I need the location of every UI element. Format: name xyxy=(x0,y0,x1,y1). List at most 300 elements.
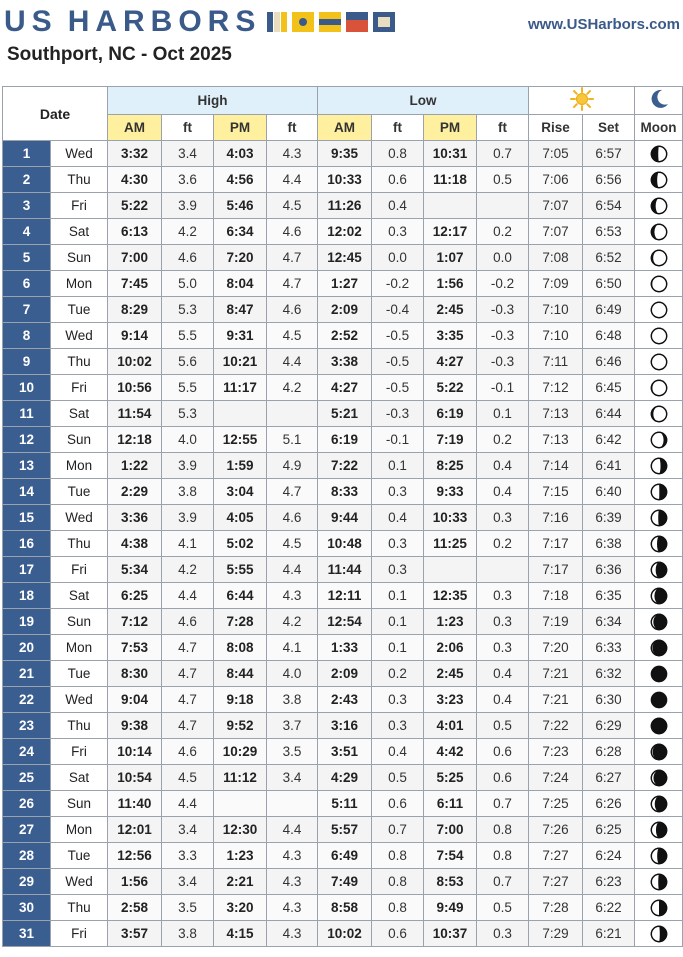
moon-phase-icon xyxy=(650,691,668,709)
moon-phase-icon xyxy=(650,353,668,371)
high-pm-time: 11:12 xyxy=(214,765,267,791)
flag-3 xyxy=(319,12,341,19)
moon-phase-icon xyxy=(650,587,668,605)
high-am-time: 10:56 xyxy=(108,375,162,401)
high-pm-time: 5:46 xyxy=(214,193,267,219)
low-pm-time: 2:45 xyxy=(424,297,477,323)
moon-phase-icon xyxy=(650,535,668,553)
high-pm-time: 3:04 xyxy=(214,479,267,505)
low-pm-time: 7:00 xyxy=(424,817,477,843)
low-am-time: 10:33 xyxy=(318,167,372,193)
table-row xyxy=(3,427,683,453)
weekday: Mon xyxy=(51,271,108,297)
table-row xyxy=(3,531,683,557)
table-row xyxy=(3,635,683,661)
high-pm-time xyxy=(214,401,267,427)
weekday: Fri xyxy=(51,921,108,947)
table-row xyxy=(3,193,683,219)
low-am-height: 0.1 xyxy=(372,609,424,635)
high-pm-height: 4.3 xyxy=(267,843,318,869)
moon-phase xyxy=(635,193,683,219)
high-am-time: 7:45 xyxy=(108,271,162,297)
moon-phase xyxy=(635,765,683,791)
high-pm-time: 9:52 xyxy=(214,713,267,739)
high-am-time: 2:58 xyxy=(108,895,162,921)
low-pm-height: 0.5 xyxy=(477,713,529,739)
weekday: Thu xyxy=(51,349,108,375)
high-am-height: 4.4 xyxy=(162,791,214,817)
header-row-groups xyxy=(3,87,683,115)
high-pm-height: 4.1 xyxy=(267,635,318,661)
table-row xyxy=(3,349,683,375)
day-number: 26 xyxy=(3,791,51,817)
sunrise-time: 7:15 xyxy=(529,479,583,505)
sunset-time: 6:29 xyxy=(583,713,635,739)
low-am-height: 0.4 xyxy=(372,193,424,219)
moon-phase xyxy=(635,609,683,635)
sunset-time: 6:25 xyxy=(583,817,635,843)
weekday: Fri xyxy=(51,375,108,401)
sunset-time: 6:36 xyxy=(583,557,635,583)
high-pm-time: 10:21 xyxy=(214,349,267,375)
high-am-height: 3.8 xyxy=(162,921,214,947)
low-am-height: 0.3 xyxy=(372,687,424,713)
weekday: Sat xyxy=(51,765,108,791)
high-pm-height: 4.3 xyxy=(267,583,318,609)
low-pm-height: -0.3 xyxy=(477,349,529,375)
sunset-time: 6:53 xyxy=(583,219,635,245)
high-pm-height: 4.4 xyxy=(267,167,318,193)
low-am-time: 8:58 xyxy=(318,895,372,921)
low-pm-header: PM xyxy=(424,115,477,141)
table-row xyxy=(3,609,683,635)
low-am-time: 10:48 xyxy=(318,531,372,557)
high-pm-height: 4.4 xyxy=(267,349,318,375)
high-pm-height: 4.6 xyxy=(267,505,318,531)
table-row xyxy=(3,453,683,479)
high-am-time: 9:14 xyxy=(108,323,162,349)
high-pm-time: 8:47 xyxy=(214,297,267,323)
sunset-time: 6:46 xyxy=(583,349,635,375)
moon-phase-icon xyxy=(650,795,668,813)
high-pm-time: 6:34 xyxy=(214,219,267,245)
table-row xyxy=(3,869,683,895)
low-am-time: 11:26 xyxy=(318,193,372,219)
high-am-height: 4.7 xyxy=(162,713,214,739)
high-am-height: 4.7 xyxy=(162,687,214,713)
day-number: 19 xyxy=(3,609,51,635)
low-pm-height: -0.3 xyxy=(477,323,529,349)
page-header xyxy=(0,0,683,86)
day-number: 31 xyxy=(3,921,51,947)
sunset-time: 6:57 xyxy=(583,141,635,167)
high-pm-time: 7:20 xyxy=(214,245,267,271)
day-number: 20 xyxy=(3,635,51,661)
flag-2-dot xyxy=(299,18,307,26)
high-pm-height: 4.2 xyxy=(267,609,318,635)
low-am-time: 2:43 xyxy=(318,687,372,713)
moon-phase-icon xyxy=(650,431,668,449)
table-row xyxy=(3,739,683,765)
moon-phase xyxy=(635,531,683,557)
sunset-time: 6:21 xyxy=(583,921,635,947)
sunset-time: 6:38 xyxy=(583,531,635,557)
moon-phase-icon xyxy=(650,249,668,267)
high-am-time: 3:57 xyxy=(108,921,162,947)
high-pm-time: 4:56 xyxy=(214,167,267,193)
flag-5b xyxy=(378,17,390,27)
high-pm-height: 4.4 xyxy=(267,557,318,583)
weekday: Mon xyxy=(51,635,108,661)
high-am-header: AM xyxy=(108,115,162,141)
high-pm-time: 8:08 xyxy=(214,635,267,661)
moon-phase-icon xyxy=(650,301,668,319)
weekday: Fri xyxy=(51,193,108,219)
low-pm-time: 8:25 xyxy=(424,453,477,479)
high-am-ft-header: ft xyxy=(162,115,214,141)
low-pm-height xyxy=(477,193,529,219)
high-am-time: 12:18 xyxy=(108,427,162,453)
low-am-height: 0.3 xyxy=(372,557,424,583)
low-pm-height: 0.2 xyxy=(477,427,529,453)
sunrise-time: 7:16 xyxy=(529,505,583,531)
low-am-time: 12:54 xyxy=(318,609,372,635)
low-pm-height: -0.1 xyxy=(477,375,529,401)
weekday: Fri xyxy=(51,557,108,583)
high-am-time: 10:54 xyxy=(108,765,162,791)
high-pm-height: 3.7 xyxy=(267,713,318,739)
low-am-time: 9:44 xyxy=(318,505,372,531)
sunset-time: 6:28 xyxy=(583,739,635,765)
low-am-height: 0.3 xyxy=(372,713,424,739)
moon-phase-icon xyxy=(650,379,668,397)
table-row xyxy=(3,141,683,167)
low-pm-time xyxy=(424,193,477,219)
sunrise-time: 7:10 xyxy=(529,297,583,323)
high-am-height: 5.3 xyxy=(162,401,214,427)
table-row xyxy=(3,843,683,869)
day-number: 4 xyxy=(3,219,51,245)
day-number: 18 xyxy=(3,583,51,609)
weekday: Fri xyxy=(51,739,108,765)
low-am-height: 0.8 xyxy=(372,895,424,921)
sunset-time: 6:32 xyxy=(583,661,635,687)
sunrise-time: 7:14 xyxy=(529,453,583,479)
high-pm-height: 3.5 xyxy=(267,739,318,765)
high-am-height: 4.0 xyxy=(162,427,214,453)
low-am-height: 0.1 xyxy=(372,583,424,609)
low-am-height: 0.6 xyxy=(372,921,424,947)
sunset-time: 6:35 xyxy=(583,583,635,609)
low-pm-height: 0.3 xyxy=(477,583,529,609)
sunset-time: 6:23 xyxy=(583,869,635,895)
low-am-time: 1:33 xyxy=(318,635,372,661)
low-am-time: 1:27 xyxy=(318,271,372,297)
low-pm-height: 0.6 xyxy=(477,765,529,791)
moon-phase-icon xyxy=(650,561,668,579)
sunrise-time: 7:17 xyxy=(529,531,583,557)
flag-1c xyxy=(281,12,287,32)
high-pm-height: 4.6 xyxy=(267,297,318,323)
low-am-height: 0.8 xyxy=(372,141,424,167)
day-number: 6 xyxy=(3,271,51,297)
high-am-height: 3.3 xyxy=(162,843,214,869)
low-pm-time: 1:56 xyxy=(424,271,477,297)
low-pm-height: 0.8 xyxy=(477,843,529,869)
high-am-height: 5.0 xyxy=(162,271,214,297)
low-pm-height: -0.3 xyxy=(477,297,529,323)
us-harbors-logo[interactable] xyxy=(4,4,407,40)
table-row xyxy=(3,297,683,323)
day-number: 17 xyxy=(3,557,51,583)
sunset-time: 6:39 xyxy=(583,505,635,531)
low-am-height: -0.1 xyxy=(372,427,424,453)
day-number: 30 xyxy=(3,895,51,921)
high-am-height: 4.2 xyxy=(162,557,214,583)
low-pm-height: 0.1 xyxy=(477,401,529,427)
low-am-time: 4:27 xyxy=(318,375,372,401)
high-pm-time xyxy=(214,791,267,817)
low-am-time: 5:57 xyxy=(318,817,372,843)
low-am-time: 7:49 xyxy=(318,869,372,895)
high-am-height: 4.1 xyxy=(162,531,214,557)
sunrise-time: 7:26 xyxy=(529,817,583,843)
website-link[interactable]: www.USHarbors.com xyxy=(528,16,680,33)
day-number: 9 xyxy=(3,349,51,375)
low-am-ft-header: ft xyxy=(372,115,424,141)
high-pm-height: 4.3 xyxy=(267,141,318,167)
moon-phase-icon xyxy=(650,665,668,683)
sunrise-time: 7:08 xyxy=(529,245,583,271)
table-row xyxy=(3,479,683,505)
low-pm-time: 9:33 xyxy=(424,479,477,505)
high-pm-time: 9:18 xyxy=(214,687,267,713)
low-am-height: -0.5 xyxy=(372,323,424,349)
low-pm-time: 3:35 xyxy=(424,323,477,349)
low-am-height: -0.3 xyxy=(372,401,424,427)
flag-3b xyxy=(319,19,341,25)
sunset-time: 6:54 xyxy=(583,193,635,219)
low-pm-height: 0.2 xyxy=(477,531,529,557)
low-am-height: 0.7 xyxy=(372,817,424,843)
sunrise-time: 7:24 xyxy=(529,765,583,791)
moon-phase xyxy=(635,141,683,167)
high-pm-time: 12:55 xyxy=(214,427,267,453)
high-am-height: 3.5 xyxy=(162,895,214,921)
weekday: Sun xyxy=(51,245,108,271)
low-am-time: 9:35 xyxy=(318,141,372,167)
high-pm-time: 7:28 xyxy=(214,609,267,635)
high-am-height: 3.6 xyxy=(162,167,214,193)
moon-phase-icon xyxy=(650,847,668,865)
table-row xyxy=(3,791,683,817)
low-pm-time: 1:23 xyxy=(424,609,477,635)
high-am-height: 4.6 xyxy=(162,609,214,635)
table-row xyxy=(3,271,683,297)
low-am-time: 2:52 xyxy=(318,323,372,349)
table-row xyxy=(3,245,683,271)
sunset-time: 6:56 xyxy=(583,167,635,193)
low-pm-time: 7:54 xyxy=(424,843,477,869)
weekday: Wed xyxy=(51,141,108,167)
day-number: 22 xyxy=(3,687,51,713)
table-row xyxy=(3,401,683,427)
moon-phase xyxy=(635,453,683,479)
moon-phase xyxy=(635,297,683,323)
high-am-height: 3.9 xyxy=(162,505,214,531)
high-pm-time: 1:59 xyxy=(214,453,267,479)
day-number: 8 xyxy=(3,323,51,349)
weekday: Sat xyxy=(51,219,108,245)
high-am-time: 8:30 xyxy=(108,661,162,687)
table-row xyxy=(3,687,683,713)
high-am-time: 9:04 xyxy=(108,687,162,713)
sunrise-time: 7:20 xyxy=(529,635,583,661)
moon-phase-icon xyxy=(650,405,668,423)
low-pm-time: 10:37 xyxy=(424,921,477,947)
table-row xyxy=(3,505,683,531)
low-pm-height: 0.3 xyxy=(477,609,529,635)
high-am-height: 4.7 xyxy=(162,661,214,687)
sunset-time: 6:22 xyxy=(583,895,635,921)
low-am-height: -0.5 xyxy=(372,375,424,401)
table-row xyxy=(3,375,683,401)
high-pm-time: 3:20 xyxy=(214,895,267,921)
high-am-time: 6:13 xyxy=(108,219,162,245)
sunset-time: 6:41 xyxy=(583,453,635,479)
sunrise-time: 7:22 xyxy=(529,713,583,739)
high-pm-time: 11:17 xyxy=(214,375,267,401)
high-pm-time: 8:44 xyxy=(214,661,267,687)
sunset-time: 6:33 xyxy=(583,635,635,661)
low-am-height: -0.2 xyxy=(372,271,424,297)
tide-table xyxy=(2,86,683,947)
day-number: 12 xyxy=(3,427,51,453)
high-pm-time: 2:21 xyxy=(214,869,267,895)
moon-phase-icon xyxy=(650,223,668,241)
table-row xyxy=(3,323,683,349)
high-am-time: 8:29 xyxy=(108,297,162,323)
sunrise-time: 7:18 xyxy=(529,583,583,609)
low-pm-time: 4:01 xyxy=(424,713,477,739)
low-am-time: 6:49 xyxy=(318,843,372,869)
low-pm-time: 2:45 xyxy=(424,661,477,687)
moon-phase-icon xyxy=(650,769,668,787)
day-number: 1 xyxy=(3,141,51,167)
weekday: Sun xyxy=(51,609,108,635)
moon-phase xyxy=(635,479,683,505)
low-am-height: -0.5 xyxy=(372,349,424,375)
low-am-height: 0.5 xyxy=(372,765,424,791)
high-am-time: 10:02 xyxy=(108,349,162,375)
high-pm-height: 4.2 xyxy=(267,375,318,401)
low-am-time: 3:38 xyxy=(318,349,372,375)
low-am-height: 0.1 xyxy=(372,635,424,661)
sunset-time: 6:45 xyxy=(583,375,635,401)
weekday: Mon xyxy=(51,817,108,843)
day-number: 21 xyxy=(3,661,51,687)
weekday: Thu xyxy=(51,531,108,557)
day-number: 23 xyxy=(3,713,51,739)
day-number: 2 xyxy=(3,167,51,193)
moon-phase xyxy=(635,895,683,921)
moon-phase-icon xyxy=(650,197,668,215)
weekday: Tue xyxy=(51,479,108,505)
moon-phase xyxy=(635,661,683,687)
sunset-time: 6:24 xyxy=(583,843,635,869)
high-am-time: 4:38 xyxy=(108,531,162,557)
weekday: Thu xyxy=(51,713,108,739)
high-pm-time: 4:03 xyxy=(214,141,267,167)
low-am-height: 0.6 xyxy=(372,167,424,193)
moon-phase xyxy=(635,843,683,869)
table-row xyxy=(3,895,683,921)
moon-phase xyxy=(635,635,683,661)
day-number: 15 xyxy=(3,505,51,531)
day-number: 24 xyxy=(3,739,51,765)
high-am-time: 3:32 xyxy=(108,141,162,167)
low-pm-height: 0.7 xyxy=(477,141,529,167)
high-am-time: 12:01 xyxy=(108,817,162,843)
high-pm-height: 4.7 xyxy=(267,479,318,505)
high-am-time: 11:40 xyxy=(108,791,162,817)
low-pm-height: 0.4 xyxy=(477,687,529,713)
low-am-time: 4:29 xyxy=(318,765,372,791)
weekday: Wed xyxy=(51,687,108,713)
low-am-time: 7:22 xyxy=(318,453,372,479)
low-pm-height: 0.3 xyxy=(477,505,529,531)
sunrise-header: Rise xyxy=(529,115,583,141)
sunset-time: 6:44 xyxy=(583,401,635,427)
high-pm-time: 8:04 xyxy=(214,271,267,297)
weekday: Sat xyxy=(51,583,108,609)
day-number: 29 xyxy=(3,869,51,895)
table-row xyxy=(3,557,683,583)
moon-phase-icon xyxy=(650,925,668,943)
day-number: 16 xyxy=(3,531,51,557)
low-am-height: -0.4 xyxy=(372,297,424,323)
low-am-time: 2:09 xyxy=(318,661,372,687)
high-pm-height: 4.7 xyxy=(267,271,318,297)
moon-phase xyxy=(635,817,683,843)
page-title: Southport, NC - Oct 2025 xyxy=(7,44,232,65)
table-row xyxy=(3,817,683,843)
high-pm-height: 3.4 xyxy=(267,765,318,791)
sunrise-time: 7:13 xyxy=(529,401,583,427)
sunset-time: 6:26 xyxy=(583,791,635,817)
high-am-height: 3.4 xyxy=(162,817,214,843)
weekday: Sat xyxy=(51,401,108,427)
moon-phase xyxy=(635,583,683,609)
low-pm-height: 0.8 xyxy=(477,817,529,843)
low-pm-time: 10:33 xyxy=(424,505,477,531)
moon-phase xyxy=(635,687,683,713)
low-pm-height: 0.4 xyxy=(477,661,529,687)
high-pm-time: 4:15 xyxy=(214,921,267,947)
weekday: Wed xyxy=(51,505,108,531)
low-am-height: 0.2 xyxy=(372,661,424,687)
high-pm-height: 4.9 xyxy=(267,453,318,479)
high-pm-ft-header: ft xyxy=(267,115,318,141)
low-pm-time: 10:31 xyxy=(424,141,477,167)
sunrise-time: 7:27 xyxy=(529,843,583,869)
high-pm-header: PM xyxy=(214,115,267,141)
high-am-time: 7:12 xyxy=(108,609,162,635)
high-am-height: 4.6 xyxy=(162,245,214,271)
day-number: 27 xyxy=(3,817,51,843)
high-pm-height: 4.3 xyxy=(267,895,318,921)
tide-table-body xyxy=(3,141,683,947)
